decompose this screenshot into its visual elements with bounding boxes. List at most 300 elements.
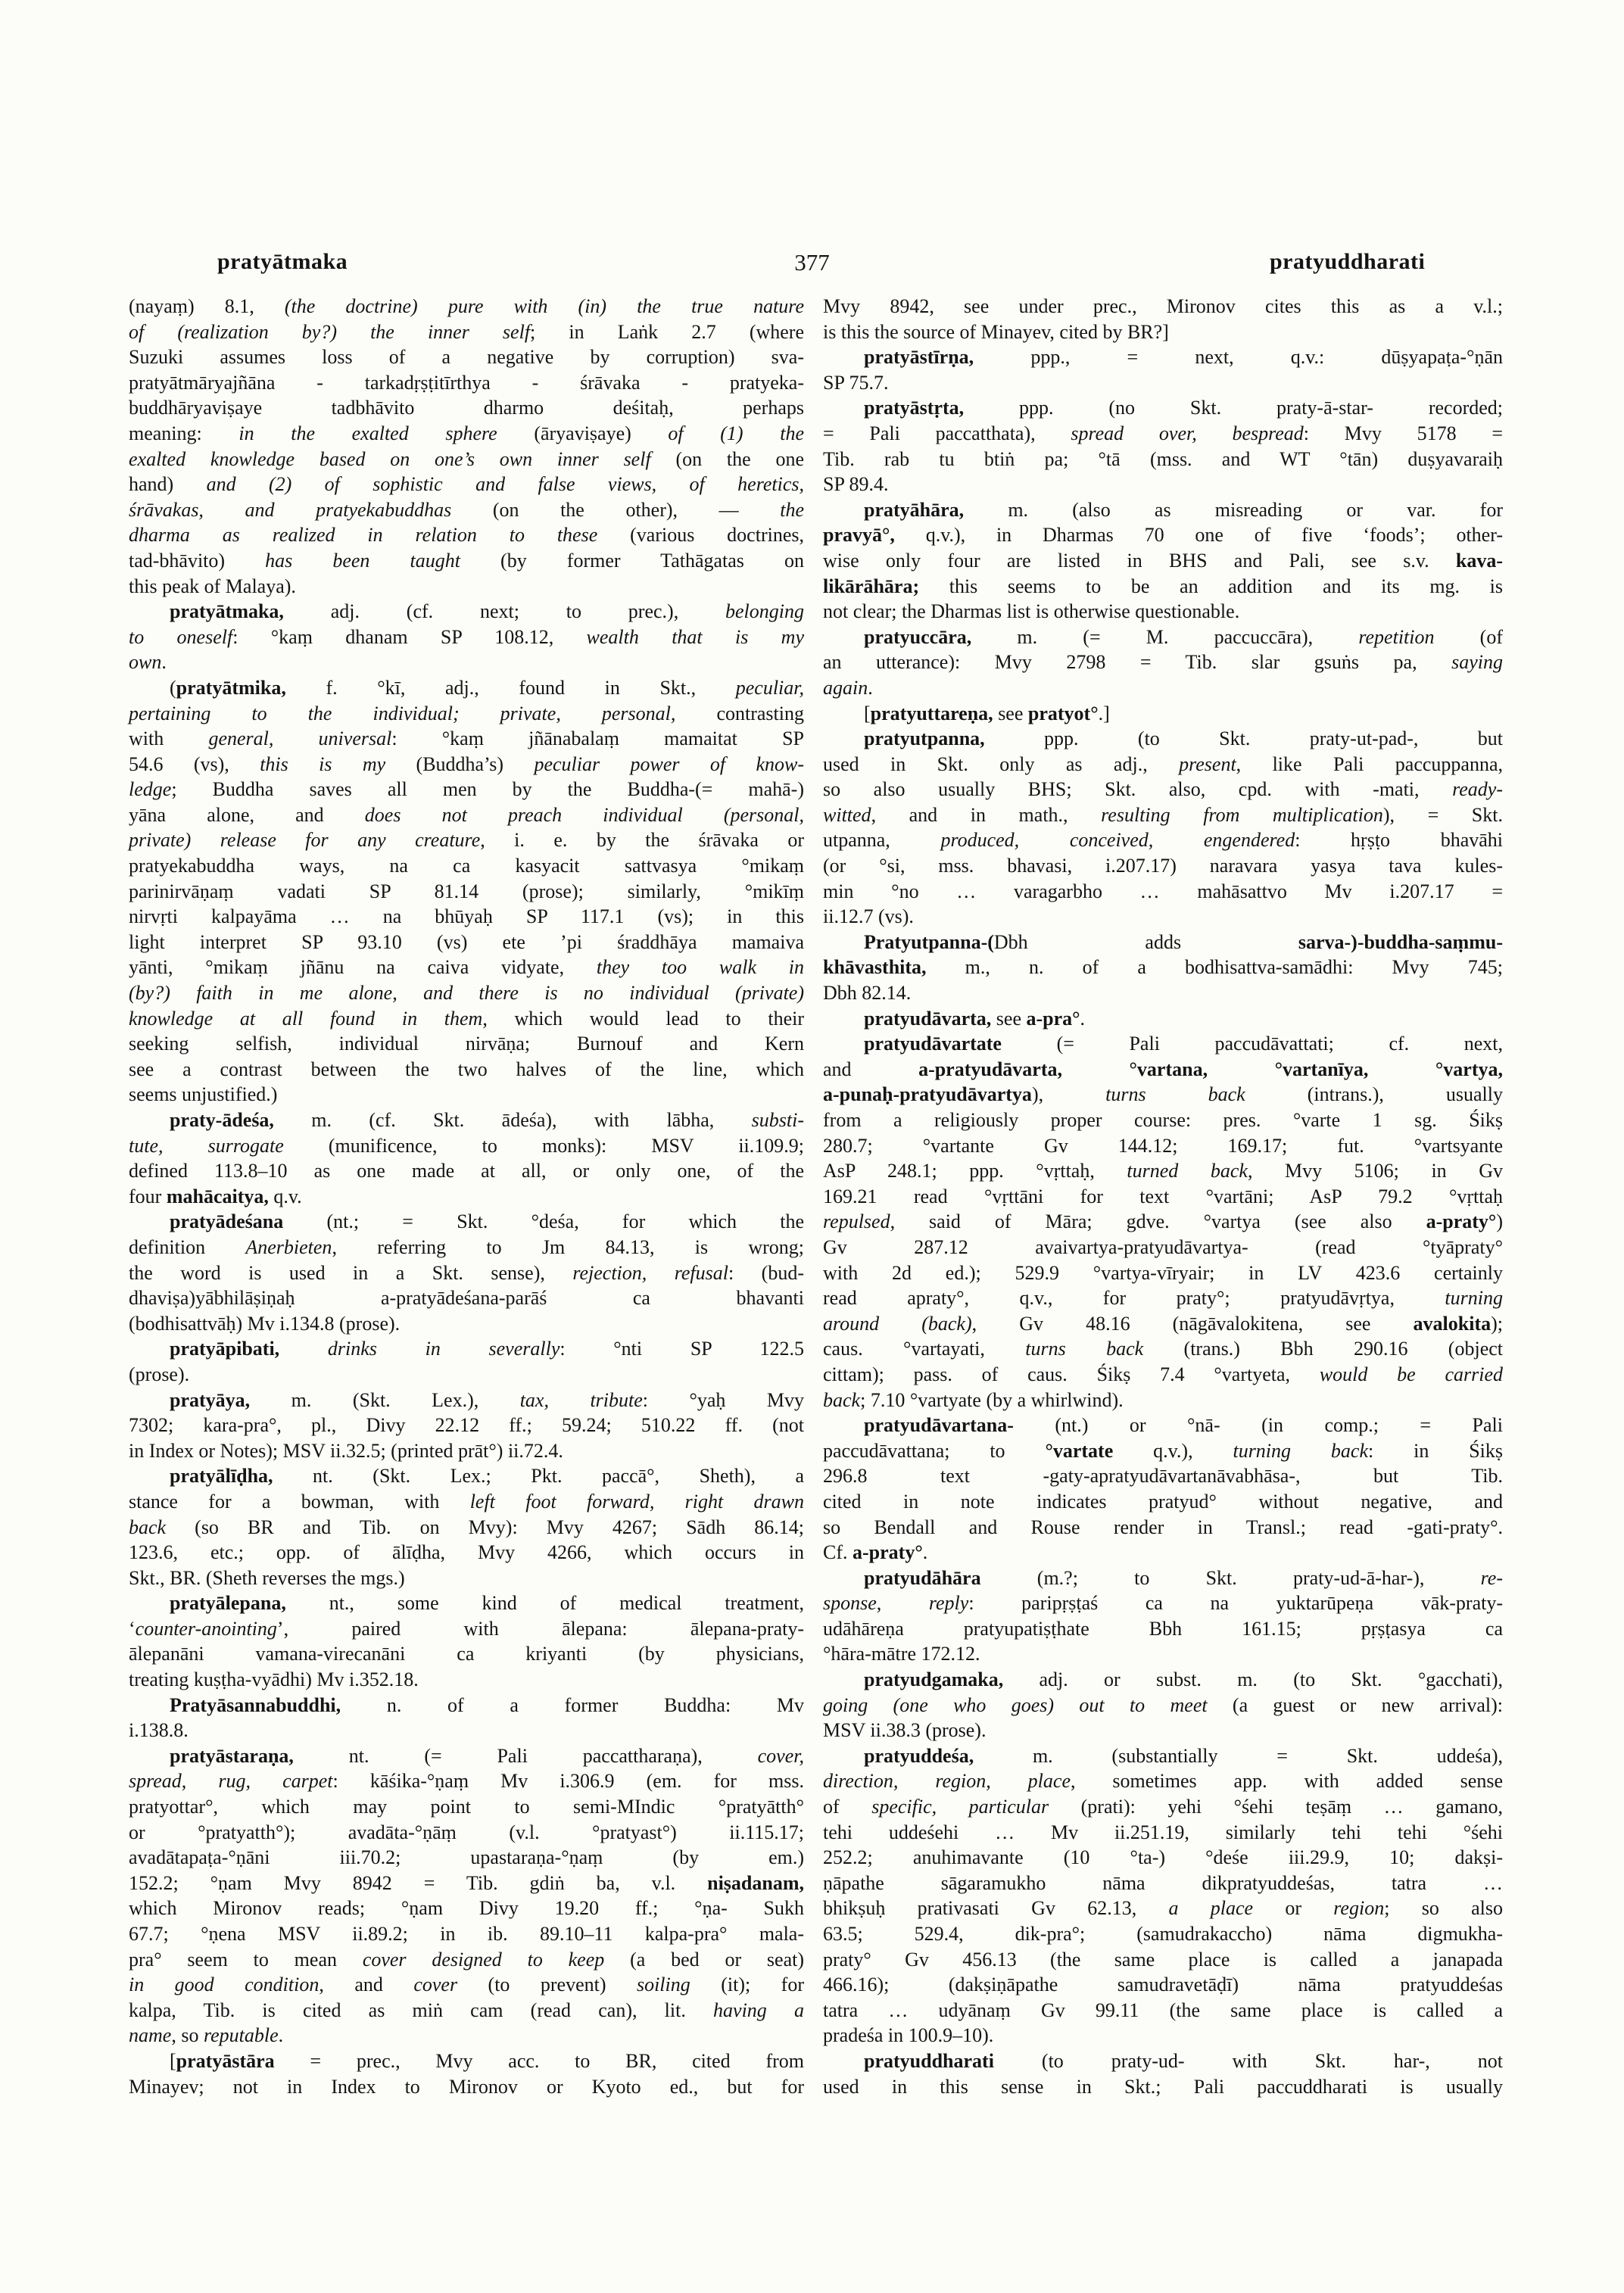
text-line xyxy=(823,853,1503,879)
headword: pratyudāvartate xyxy=(864,1033,1002,1055)
text-run: resulting from multiplication xyxy=(1101,803,1383,826)
text-run: : hṛṣṭo bhavāhi xyxy=(1295,829,1503,852)
text-run: back xyxy=(129,1516,167,1538)
text-run: pra° seem to mean xyxy=(129,1948,363,1971)
text-run: rejection, refusal xyxy=(572,1261,728,1284)
headword: likārāhāra; xyxy=(823,575,920,597)
text-line xyxy=(823,1540,1503,1566)
text-line xyxy=(823,1921,1503,1947)
text-line xyxy=(129,853,804,879)
text-run: specific, particular xyxy=(871,1796,1049,1818)
text-line xyxy=(823,1515,1503,1541)
text-run: (on the other), — xyxy=(451,498,781,521)
text-line xyxy=(823,980,1503,1006)
text-run: . xyxy=(922,1541,928,1564)
headword: pratyudgamaka, xyxy=(864,1668,1004,1691)
text-run: i.138.8. xyxy=(129,1719,189,1742)
headword: a-praty° xyxy=(853,1541,923,1564)
text-line xyxy=(823,472,1503,497)
text-run: , sometimes app. with added sense xyxy=(1070,1770,1503,1793)
text-line xyxy=(129,1921,804,1947)
headword: pratyātmika, xyxy=(176,676,286,699)
text-run: tatra … udyānaṃ Gv 99.11 (the same place is called a xyxy=(823,1999,1503,2021)
text-run: cover, xyxy=(757,1744,804,1767)
text-run: 63.5; 529.4, dik-pra°; (samudrakaccho) nāma digmukha- xyxy=(823,1923,1503,1945)
text-run: see xyxy=(993,702,1028,724)
text-run: (a guest or new arrival): xyxy=(1207,1693,1503,1716)
text-run: ‘ xyxy=(129,1617,136,1640)
page-number: 377 xyxy=(794,249,830,276)
text-run: of xyxy=(823,1796,872,1818)
text-line xyxy=(129,1641,804,1667)
text-line xyxy=(823,1388,1503,1413)
headword: pratyāya, xyxy=(170,1388,251,1411)
text-run: own xyxy=(129,651,162,674)
text-run: so also usually BHS; Skt. also, cpd. with -mati, xyxy=(823,778,1453,801)
headword: pratyādeśana xyxy=(170,1210,284,1233)
text-line xyxy=(823,2048,1503,2074)
text-run: spread over, bespread xyxy=(1071,422,1304,444)
text-line xyxy=(129,726,804,752)
text-line xyxy=(823,1896,1503,1921)
text-run: Dbh 82.14. xyxy=(823,982,912,1005)
text-line xyxy=(129,1413,804,1438)
text-line xyxy=(823,294,1503,319)
headword: pratyot° xyxy=(1027,702,1099,724)
text-line xyxy=(129,1006,804,1032)
text-line xyxy=(129,1388,804,1413)
text-line xyxy=(129,675,804,701)
text-run: so Bendall and Rouse render in Transl.; read -gati-praty°. xyxy=(823,1516,1503,1538)
text-run: turned back xyxy=(1127,1160,1248,1182)
text-run: knowledge at all found in them xyxy=(129,1007,483,1030)
headword: niṣadanam, xyxy=(707,1871,804,1894)
text-line xyxy=(823,548,1503,574)
text-run: again xyxy=(823,676,868,699)
text-run: .] xyxy=(1098,702,1110,724)
text-run: 152.2; °ṇam Mvy 8942 = Tib. gdiṅ ba, v.l. xyxy=(129,1871,708,1894)
text-line xyxy=(129,574,804,600)
text-run: name xyxy=(129,2024,172,2047)
text-run: pratyātmāryajñāna - tarkadṛṣṭitīrthya - śrāvaka - pratyeka- xyxy=(129,371,804,394)
text-run: turns back xyxy=(1105,1083,1245,1106)
text-run: does not preach individual (personal, xyxy=(364,803,804,826)
text-run: has been taught xyxy=(265,549,460,572)
text-run: hand) xyxy=(129,473,207,496)
text-line xyxy=(129,904,804,930)
text-line xyxy=(823,1641,1503,1667)
headword: pratyuddeśa, xyxy=(864,1744,974,1767)
text-run: counter-anointing xyxy=(135,1617,277,1640)
text-run: AsP 248.1; ppp. °vṛttaḥ, xyxy=(823,1160,1127,1182)
text-run: see xyxy=(991,1007,1027,1030)
headword: pratyāstāra xyxy=(176,2049,275,2072)
text-line xyxy=(823,1413,1503,1438)
text-line xyxy=(129,1362,804,1388)
text-run: left foot forward, right drawn xyxy=(469,1490,804,1513)
text-run: a place xyxy=(1168,1897,1254,1920)
text-run: ii.12.7 (vs). xyxy=(823,905,914,928)
headword: pratyāstīrṇa, xyxy=(864,346,974,369)
text-run: Anerbieten xyxy=(245,1235,332,1258)
text-line xyxy=(823,752,1503,777)
text-run: , so xyxy=(171,2024,204,2047)
text-run: . xyxy=(868,676,873,699)
text-run: (bodhisattvāḥ) Mv i.134.8 (prose). xyxy=(129,1312,401,1335)
text-line xyxy=(823,395,1503,421)
text-run: direction, region, place xyxy=(823,1770,1071,1793)
text-line xyxy=(823,726,1503,752)
text-run: , like Pali paccuppanna, xyxy=(1236,752,1503,775)
text-line xyxy=(823,497,1503,523)
text-line xyxy=(823,1947,1503,1973)
text-line xyxy=(129,1336,804,1362)
text-line xyxy=(129,879,804,905)
text-run: ; 7.10 °vartyate (by a whirlwind). xyxy=(860,1388,1124,1411)
text-line xyxy=(823,370,1503,396)
text-run: (by?) faith in me alone, and there is no individual (private) xyxy=(129,982,804,1005)
text-line xyxy=(823,1871,1503,1896)
text-line xyxy=(129,1998,804,2024)
text-line xyxy=(823,1285,1503,1311)
text-line xyxy=(823,344,1503,370)
text-line xyxy=(823,625,1503,650)
text-run: see a contrast between the two halves of the line, which xyxy=(129,1058,804,1080)
text-run: dhaviṣa)yābhilāṣiṇaḥ a-pratyādeśana-parāś ca bhavanti xyxy=(129,1287,804,1310)
text-run: to oneself xyxy=(129,625,233,648)
text-run: [ xyxy=(170,2049,176,2072)
text-line xyxy=(823,2023,1503,2048)
text-line xyxy=(823,777,1503,802)
text-run: , i. e. by the śrāvaka or xyxy=(480,829,804,852)
text-run: having a xyxy=(713,1999,805,2021)
text-run: seeking selfish, individual nirvāṇa; Burnouf and Kern xyxy=(129,1033,804,1055)
text-run: . xyxy=(278,2024,284,2047)
text-run: ( xyxy=(170,676,176,699)
text-line xyxy=(129,2074,804,2100)
text-line xyxy=(823,1566,1503,1591)
text-line xyxy=(129,2048,804,2074)
text-line xyxy=(823,1616,1503,1642)
text-run: 54.6 (vs), xyxy=(129,752,260,775)
text-run: ; Buddha saves all men by the Buddha-(= mahā-) xyxy=(171,778,804,801)
text-run: (to prevent) xyxy=(457,1974,637,1996)
text-run: bhikṣuḥ prativasati Gv 62.13, xyxy=(823,1897,1169,1920)
text-run: (nayaṃ) 8.1, xyxy=(129,295,285,317)
text-line xyxy=(129,1540,804,1566)
text-run: and (2) of sophistic and false views, of heretics, xyxy=(206,473,804,496)
text-run: would be carried xyxy=(1319,1363,1503,1385)
text-line xyxy=(823,650,1503,675)
text-line xyxy=(823,421,1503,447)
text-run: = prec., Mvy acc. to BR, cited from xyxy=(274,2049,804,2072)
text-run: this peak of Malaya). xyxy=(129,575,296,597)
text-line xyxy=(129,294,804,319)
text-run: , said of Māra; gdve. °vartya (see also xyxy=(890,1210,1426,1233)
text-run: śrāvakas, and pratyekabuddhas xyxy=(129,498,452,521)
text-run: ; so also xyxy=(1384,1897,1503,1920)
text-line xyxy=(823,1845,1503,1871)
headword: pratyālīḍha, xyxy=(170,1465,273,1488)
text-line xyxy=(129,955,804,980)
text-run: saying xyxy=(1451,651,1503,674)
text-run: present xyxy=(1179,752,1236,775)
text-line xyxy=(823,1209,1503,1235)
text-run: pratyottar°, which may point to semi-MIndic °pratyātth° xyxy=(129,1796,804,1818)
text-line xyxy=(823,955,1503,980)
text-run: 296.8 text -gaty-apratyudāvartanāvabhāsa-, but Tib. xyxy=(823,1465,1503,1488)
text-run: this is my xyxy=(260,752,386,775)
text-run: 280.7; °vartante Gv 144.12; 169.17; fut. °vartsyante xyxy=(823,1134,1503,1157)
text-run: cover xyxy=(413,1974,458,1996)
text-run: 169.21 read °vṛttāni for text °vartāni; AsP 79.2 °vṛttaḥ xyxy=(823,1185,1503,1207)
text-run: . xyxy=(161,651,167,674)
text-run: ppp. (to Skt. praty-ut-pad-, but xyxy=(984,727,1503,750)
text-run: kalpa, Tib. is cited as miṅ cam (read can), lit. xyxy=(129,1999,714,2021)
text-line xyxy=(823,1489,1503,1515)
text-line xyxy=(129,1082,804,1108)
text-run: (prati): yehi °śehi teṣāṃ … gamano, xyxy=(1049,1796,1503,1818)
text-run: Tib. rab tu btiṅ pa; °tā (mss. and WT °tān) duṣyavaraiḥ xyxy=(823,447,1503,470)
text-run: , and in math., xyxy=(871,803,1102,826)
text-run: m. (substantially = Skt. uddeśa), xyxy=(974,1744,1503,1767)
text-run: (or °si, mss. bhavasi, i.207.17) naravara yasya tava kules- xyxy=(823,855,1503,877)
text-run: in good condition xyxy=(129,1974,320,1996)
text-run: soiling xyxy=(636,1974,690,1996)
text-run: around (back) xyxy=(823,1312,972,1335)
running-head-left-headword: pratyātmaka xyxy=(217,249,348,274)
text-run: and xyxy=(823,1058,919,1080)
text-run: avadātapaṭa-°ṇāni iii.70.2; upastaraṇa-°ṇaṃ (by em.) xyxy=(129,1846,804,1869)
text-line xyxy=(823,2074,1503,2100)
text-run: Cf. xyxy=(823,1541,853,1564)
text-run: Minayev; not in Index to Mironov or Kyoto ed., but for xyxy=(129,2075,804,2098)
text-line xyxy=(129,1566,804,1591)
text-line xyxy=(823,802,1503,828)
text-run: : kāśika-°ṇaṃ Mv i.306.9 (em. for mss. xyxy=(332,1770,804,1793)
text-run: pradeśa in 100.9–10). xyxy=(823,2024,994,2047)
text-run: (the doctrine) pure with (in) the true nature xyxy=(284,295,804,317)
text-run: SP 89.4. xyxy=(823,473,889,496)
text-line xyxy=(129,1463,804,1489)
text-run: Skt., BR. (Sheth reverses the mgs.) xyxy=(129,1566,405,1589)
text-run: udāhāreṇa pratyupatiṣṭhate Bbh 161.15; pṛṣṭasya ca xyxy=(823,1617,1503,1640)
text-line xyxy=(823,1184,1503,1210)
text-run: m. (also as misreading or var. for xyxy=(964,498,1503,521)
text-run xyxy=(279,1338,328,1360)
text-run: turning back xyxy=(1233,1439,1368,1462)
text-run: ṇāpathe sāgaramukho nāma dikpratyuddeśas, tatra … xyxy=(823,1871,1503,1894)
text-run: tute, surrogate xyxy=(129,1134,284,1157)
text-line xyxy=(129,1133,804,1159)
text-run: [ xyxy=(864,702,871,724)
text-run: read apraty°, q.v., for praty°; pratyudāvṛtya, xyxy=(823,1287,1445,1310)
headword: pravyā°, xyxy=(823,524,895,547)
text-line xyxy=(129,1896,804,1921)
text-run: seems unjustified.) xyxy=(129,1083,278,1106)
text-run: of (1) the xyxy=(668,422,804,444)
text-run: (Buddha’s) xyxy=(385,752,535,775)
text-run: caus. °vartayati, xyxy=(823,1338,1026,1360)
text-run: : paripṛṣṭaś ca na yuktarūpeṇa vāk-praty- xyxy=(968,1592,1503,1615)
text-run: praty° Gv 456.13 (the same place is called a janapada xyxy=(823,1948,1503,1971)
headword: a-pra° xyxy=(1026,1007,1080,1030)
text-line xyxy=(823,1031,1503,1057)
text-run: used in Skt. only as adj., xyxy=(823,752,1180,775)
text-line xyxy=(129,548,804,574)
text-line xyxy=(129,319,804,345)
text-line xyxy=(823,1057,1503,1083)
headword: mahācaitya, xyxy=(166,1185,269,1207)
text-line xyxy=(129,1590,804,1616)
text-run: nt. (Skt. Lex.; Pkt. paccā°, Sheth), a xyxy=(273,1465,804,1488)
text-run: contrasting xyxy=(675,702,805,724)
text-run: re- xyxy=(1480,1566,1503,1589)
text-run: yāna alone, and xyxy=(129,803,365,826)
text-run: , referring to Jm 84.13, is wrong; xyxy=(332,1235,804,1258)
text-run: defined 113.8–10 as one made at all, or only one, of the xyxy=(129,1160,804,1182)
text-run: reputable xyxy=(203,2024,279,2047)
text-line xyxy=(129,1693,804,1718)
text-run: (so BR and Tib. on Mvy): Mvy 4267; Sādh 86.14; xyxy=(166,1516,804,1538)
text-run: 466.16); (dakṣiṇāpathe samudravetāḍī) nāma pratyuddeśas xyxy=(823,1974,1503,1996)
text-run: (trans.) Bbh 290.16 (object xyxy=(1143,1338,1503,1360)
headword: pratyālepana, xyxy=(170,1592,286,1615)
text-line xyxy=(129,701,804,727)
headword: pratyāstaraṇa, xyxy=(170,1744,294,1767)
text-line xyxy=(823,1158,1503,1184)
text-run: m., n. of a bodhisattva-samādhi: Mvy 745; xyxy=(926,956,1503,979)
headword: pratyudāvartana- xyxy=(864,1414,1014,1437)
text-line xyxy=(129,752,804,777)
text-run: 7302; kara-pra°, pl., Divy 22.12 ff.; 59.24; 510.22 ff. (not xyxy=(129,1414,804,1437)
text-run: MSV ii.38.3 (prose). xyxy=(823,1719,987,1742)
text-line xyxy=(129,599,804,625)
headword: a-pratyudāvarta, °vartana, °vartanīya, °vartya, xyxy=(918,1058,1503,1080)
text-line xyxy=(129,344,804,370)
text-run: treating kuṣṭha-vyādhi) Mv i.352.18. xyxy=(129,1668,419,1691)
text-line xyxy=(823,1718,1503,1743)
text-run: (of xyxy=(1434,625,1503,648)
text-line xyxy=(129,1947,804,1973)
text-line xyxy=(823,879,1503,905)
text-run: (nt.; = Skt. °deśa, for which the xyxy=(283,1210,804,1233)
text-run: : °yaḥ Mvy xyxy=(642,1388,805,1411)
text-line xyxy=(823,1438,1503,1464)
text-run: general, universal xyxy=(208,727,392,750)
text-run: witted xyxy=(823,803,871,826)
headword: kava- xyxy=(1455,549,1503,572)
headword: pratyāpibati, xyxy=(170,1338,280,1360)
text-run: ’, paired with ālepana: ālepana-praty- xyxy=(276,1617,804,1640)
text-run: peculiar, xyxy=(735,676,804,699)
text-run: repulsed xyxy=(823,1210,890,1233)
text-line xyxy=(129,1616,804,1642)
headword: khāvasthita, xyxy=(823,956,927,979)
text-line xyxy=(823,1260,1503,1286)
text-run: spread, rug, carpet xyxy=(129,1770,333,1793)
text-line xyxy=(129,1515,804,1541)
text-run: q.v.), xyxy=(1113,1439,1233,1462)
text-run: SP 75.7. xyxy=(823,371,889,394)
text-run: : in Śikṣ xyxy=(1368,1439,1503,1462)
text-run: (m.?; to Skt. praty-ud-ā-har-), xyxy=(980,1566,1481,1589)
headword: pratyuccāra, xyxy=(864,625,972,648)
text-line xyxy=(823,1590,1503,1616)
text-line xyxy=(129,1667,804,1693)
headword: Pratyutpanna-( xyxy=(864,930,994,953)
text-line xyxy=(823,1133,1503,1159)
text-run: with 2d ed.); 529.9 °vartya-vīryair; in LV 423.6 certainly xyxy=(823,1261,1503,1284)
text-run: (nt.) or °nā- (in comp.; = Pali xyxy=(1013,1414,1503,1437)
text-line xyxy=(129,1031,804,1057)
text-line xyxy=(823,1362,1503,1388)
text-line xyxy=(823,574,1503,600)
text-line xyxy=(823,1006,1503,1032)
text-run: (munificence, to monks): MSV ii.109.9; xyxy=(283,1134,805,1157)
text-run: in the exalted sphere xyxy=(238,422,497,444)
text-run: or °pratyatth°); avadāta-°ṇāṃ (v.l. °pratyast°) ii.115.17; xyxy=(129,1821,804,1843)
text-run: tehi uddeśehi … Mv ii.251.19, similarly tehi tehi °śehi xyxy=(823,1821,1503,1843)
text-run: the word is used in a Skt. sense), xyxy=(129,1261,573,1284)
text-run: n. of a former Buddha: Mv xyxy=(341,1693,804,1716)
text-run: belonging xyxy=(725,600,804,623)
text-run: 123.6, etc.; opp. of ālīḍha, Mvy 4266, which occurs in xyxy=(129,1541,804,1564)
text-run: an utterance): Mvy 2798 = Tib. slar gsuṅs pa, xyxy=(823,651,1452,674)
text-run: definition xyxy=(129,1235,246,1258)
text-line xyxy=(129,1972,804,1998)
text-line xyxy=(129,522,804,548)
text-run: light interpret SP 93.10 (vs) ete ’pi śraddhāya mamaiva xyxy=(129,930,804,953)
text-run: q.v. xyxy=(268,1185,302,1207)
text-run: (to praty-ud- with Skt. har-, not xyxy=(993,2049,1503,2072)
text-run: sponse, reply xyxy=(823,1592,969,1615)
headword: pratyudāhāra xyxy=(864,1566,981,1589)
headword: a-punaḥ-pratyudāvartya xyxy=(823,1083,1032,1106)
text-run: (various doctrines, xyxy=(597,524,804,547)
text-run: meaning: xyxy=(129,422,239,444)
text-line xyxy=(129,1794,804,1820)
text-line xyxy=(129,777,804,802)
text-run: tax, tribute xyxy=(519,1388,643,1411)
text-line xyxy=(823,1311,1503,1337)
text-run: cover designed to keep xyxy=(362,1948,605,1971)
text-run: (= Pali paccudāvattati; cf. next, xyxy=(1001,1033,1503,1055)
text-run: region xyxy=(1333,1897,1385,1920)
text-run: this seems to be an addition and its mg. is xyxy=(919,575,1503,597)
text-run: peculiar power of know- xyxy=(534,752,804,775)
right-column xyxy=(823,294,1503,2099)
text-line xyxy=(129,1184,804,1210)
text-line xyxy=(129,980,804,1006)
text-line xyxy=(129,1260,804,1286)
text-line xyxy=(823,447,1503,472)
headword: pratyuttareṇa, xyxy=(870,702,993,724)
text-run: utpanna, xyxy=(823,829,941,852)
text-run: or xyxy=(1253,1897,1334,1920)
text-run: : Mvy 5178 = xyxy=(1303,422,1503,444)
text-run: stance for a bowman, with xyxy=(129,1490,470,1513)
headword: pratyāstṛta, xyxy=(864,397,965,419)
text-line xyxy=(823,1743,1503,1769)
text-run: ppp. (no Skt. praty-ā-star- recorded; xyxy=(964,397,1503,419)
text-line xyxy=(129,1235,804,1260)
text-line xyxy=(129,1158,804,1184)
text-line xyxy=(823,701,1503,727)
text-line xyxy=(129,1871,804,1896)
text-run: parinirvāṇaṃ vadati SP 81.14 (prose); similarly, °mikīṃ xyxy=(129,880,804,902)
text-line xyxy=(823,827,1503,853)
